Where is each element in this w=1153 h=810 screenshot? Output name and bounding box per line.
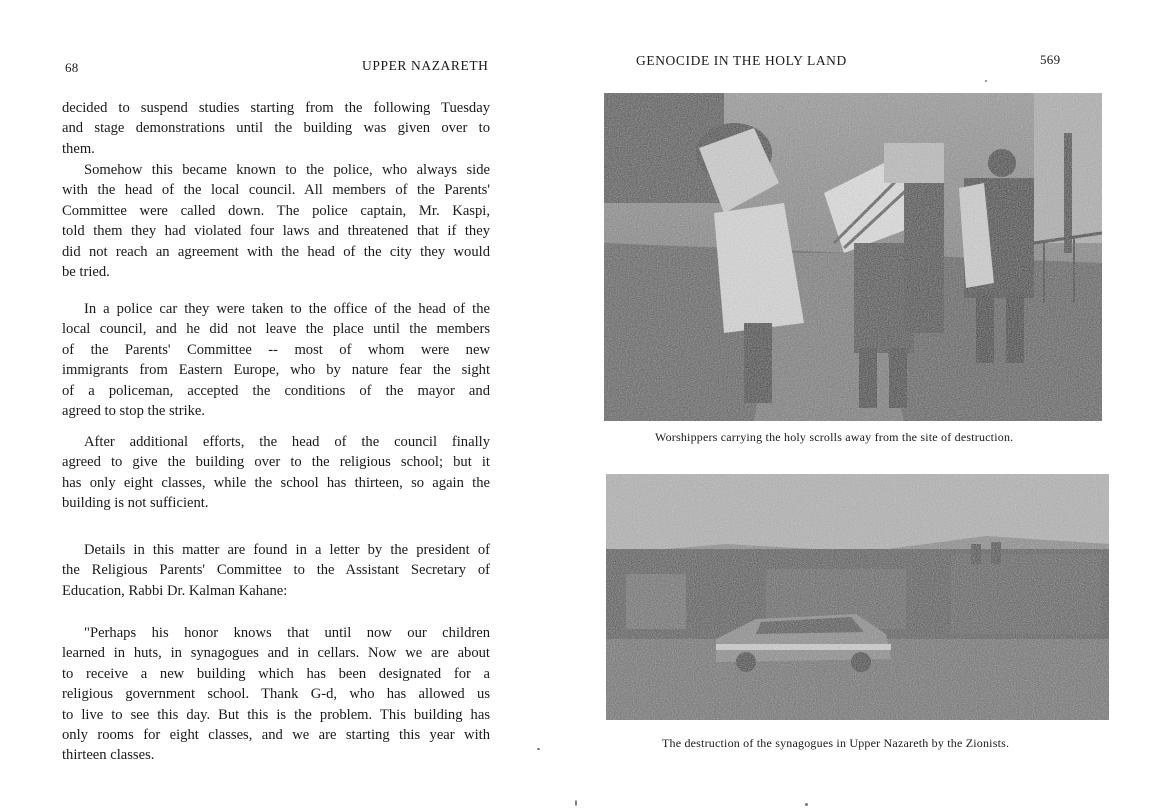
- paragraph-4: [62, 432, 490, 514]
- page-number-right: 569: [1040, 52, 1061, 67]
- paragraph-3-text: [62, 299, 490, 421]
- text-line: did not reach an agreement with the head of the city they would: [62, 243, 490, 260]
- text-line: only rooms for eight classes, and we are starting this year with: [62, 727, 490, 744]
- text-line: local council, and he did not leave the place until the members: [62, 321, 490, 338]
- paragraph-2-text: [62, 160, 490, 282]
- photo-worshippers-scrolls: [604, 93, 1102, 421]
- text-line: thirteen classes.: [62, 747, 155, 764]
- text-line: Somehow this became known to the police, who always side: [84, 162, 490, 178]
- text-line: the Religious Parents' Committee to the Assistant Secretary of: [62, 562, 490, 579]
- text-line: Education, Rabbi Dr. Kalman Kahane:: [62, 582, 288, 599]
- paragraph-5-text: [62, 540, 490, 601]
- paragraph-4-text: [62, 432, 490, 514]
- text-line: agreed to stop the strike.: [62, 403, 206, 420]
- page-number-left: 68: [65, 60, 79, 75]
- paragraph-1-text: [62, 98, 490, 159]
- text-line: agreed to give the building over to the religious school; but it: [62, 454, 490, 471]
- text-line: religious government school. Thank G-d, who has allowed us: [62, 686, 490, 703]
- paragraph-6-quote: [62, 623, 490, 766]
- caption-worshippers: Worshippers carrying the holy scrolls away from the site of destruction.: [655, 430, 1014, 444]
- text-line: Details in this matter are found in a letter by the president of: [84, 542, 490, 558]
- running-head-right: GENOCIDE IN THE HOLY LAND: [636, 53, 847, 68]
- text-line: learned in huts, in synagogues and in cellars. Now we are about: [62, 645, 490, 662]
- photo-destroyed-synagogue: [606, 474, 1109, 720]
- text-line: with the head of the local council. All members of the Parents': [62, 182, 490, 199]
- scan-speck: [985, 80, 987, 82]
- text-line: be tried.: [62, 264, 110, 281]
- text-line: to receive a new building which has been designated for a: [62, 665, 490, 682]
- scan-speck: [575, 800, 577, 806]
- scan-speck: [537, 748, 540, 750]
- text-line: In a police car they were taken to the office of the head of the: [84, 301, 490, 317]
- text-line: them.: [62, 140, 95, 157]
- photo-worshippers-image: [604, 93, 1102, 421]
- paragraph-1: [62, 98, 490, 159]
- photo-destruction-image: [606, 474, 1109, 720]
- scan-speck: [805, 803, 808, 806]
- text-line: to live to see this day. But this is the problem. This building has: [62, 706, 490, 723]
- paragraph-6-text: [62, 623, 490, 766]
- text-line: told them they had violated four laws and threatened that if they: [62, 223, 490, 240]
- text-line: of a policeman, accepted the conditions of the mayor and: [62, 382, 490, 399]
- text-line: decided to suspend studies starting from the following Tuesday: [62, 100, 490, 116]
- text-line: "Perhaps his honor knows that until now our children: [84, 625, 490, 641]
- paragraph-3: [62, 299, 490, 421]
- text-line: has only eight classes, while the school has thirteen, so again the: [62, 474, 490, 491]
- caption-destruction: The destruction of the synagogues in Upper Nazareth by the Zionists.: [662, 736, 1010, 750]
- paragraph-5: [62, 540, 490, 601]
- text-line: and stage demonstrations until the building was given over to: [62, 120, 490, 137]
- text-line: Committee were called down. The police captain, Mr. Kaspi,: [62, 202, 490, 219]
- paragraph-2: [62, 160, 490, 282]
- text-line: building is not sufficient.: [62, 495, 209, 512]
- running-head-left: UPPER NAZARETH: [362, 58, 489, 73]
- text-line: After additional efforts, the head of the council finally: [84, 434, 490, 450]
- text-line: of the Parents' Committee -- most of whom were new: [62, 341, 490, 358]
- text-line: immigrants from Eastern Europe, who by nature fear the sight: [62, 362, 490, 379]
